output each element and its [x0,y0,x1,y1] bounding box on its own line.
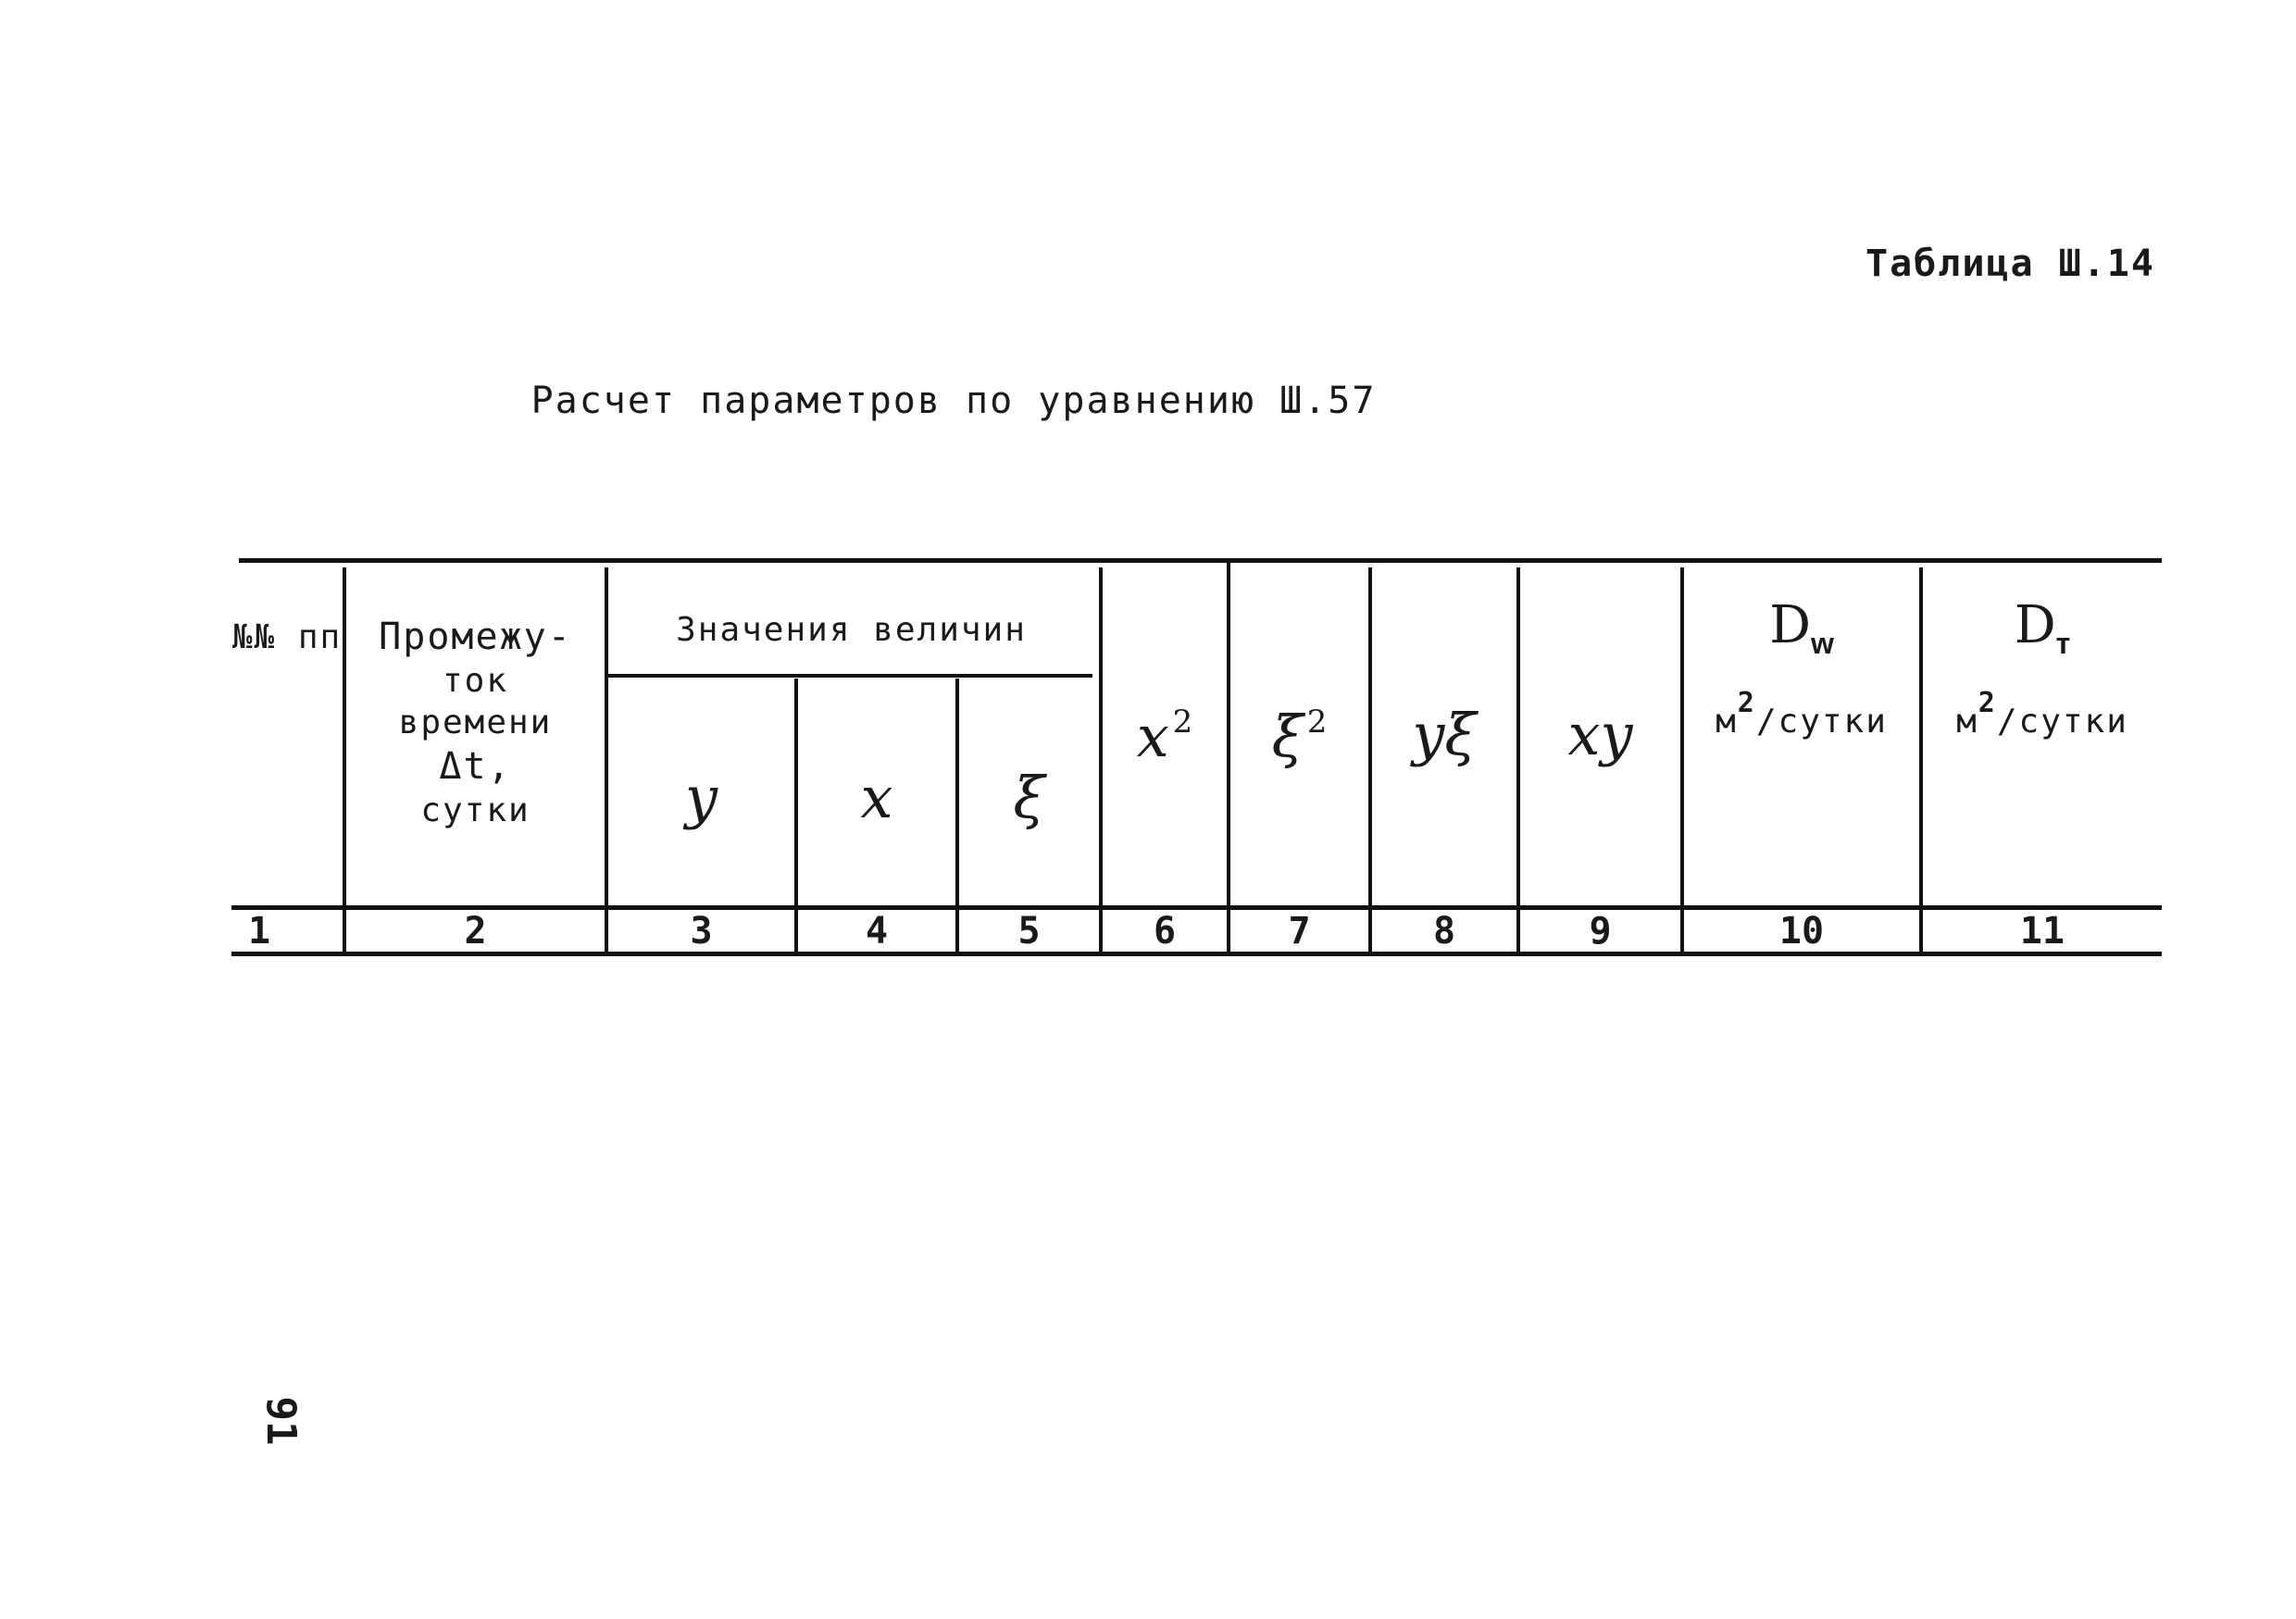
header-dt-letter: D [2014,595,2056,655]
header-dt [1923,595,2162,741]
column-number: 2 [464,910,487,953]
column-number: 5 [1017,910,1041,953]
column-number: 3 [690,910,713,953]
header-dw-subscript: w [1811,627,1834,661]
header-dw-symbol [1684,595,1919,661]
parameters-table [231,558,2162,961]
header-y-xi: yξ [1412,701,1477,768]
top-rule [239,558,2162,563]
header-x-exponent: 2 [1172,704,1193,741]
header-x: x [860,764,893,831]
table-label: Таблица Ш.14 [1866,243,2155,285]
column-number: 7 [1288,910,1311,953]
column-number: 1 [247,910,271,953]
header-xi-squared [1230,703,1368,770]
header-time-line: сутки [420,791,530,829]
header-time-interval [346,614,605,831]
header-dt-unit [1923,687,2162,741]
header-dt-symbol [1923,595,2162,661]
column-number: 11 [2019,910,2065,953]
header-time-line: Δt, [439,745,512,788]
header-xi-exponent: 2 [1306,704,1328,741]
unit-suffix: /сутки [1996,703,2128,741]
header-time-line: ток [442,662,509,700]
header-y: y [684,764,718,831]
unit-prefix: м [1716,703,1738,741]
header-x-y: xy [1567,701,1633,768]
unit-exponent: 2 [1737,687,1756,720]
page-number: 91 [257,1396,305,1446]
header-x-squared [1103,703,1227,770]
column-number: 9 [1589,910,1612,953]
header-dt-subscript: т [2055,627,2071,661]
header-dw-letter: D [1769,595,1811,655]
unit-exponent: 2 [1978,687,1997,720]
table-caption: Расчет параметров по уравнению Ш.57 [530,380,1377,422]
header-x-base: x [1136,703,1169,770]
column-number: 4 [865,910,889,953]
column-number: 6 [1153,910,1177,953]
unit-prefix: м [1956,703,1978,741]
column-number: 8 [1432,910,1456,953]
header-values-group: Значения величин [676,611,1027,649]
unit-suffix: /сутки [1755,703,1888,741]
group-underline [606,674,1092,678]
column-number: 10 [1778,910,1825,953]
header-xi: ξ [1013,764,1045,831]
header-dw [1684,595,1919,741]
header-dw-unit [1684,687,1919,741]
header-time-line: Промежу- [379,616,572,658]
header-number: №№ пп [231,618,343,656]
header-xi-base: ξ [1271,703,1304,770]
header-time-line: времени [398,704,553,741]
